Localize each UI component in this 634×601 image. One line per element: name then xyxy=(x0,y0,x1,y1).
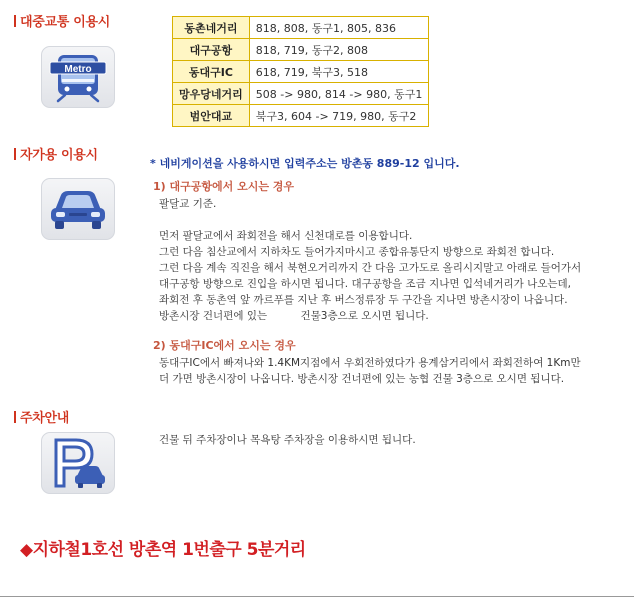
transit-title-label: 대중교통 이용시 xyxy=(20,15,111,30)
stop-name-cell: 범안대교 xyxy=(173,105,250,127)
parking-icon xyxy=(41,432,115,494)
direction-line: 더 가면 방촌시장이 나옵니다. 방촌시장 건너편에 있는 농협 건물 3층으로 오시면 됩니다. xyxy=(159,373,565,385)
parking-info: 건물 뒤 주차장이나 목욕탕 주차장을 이용하시면 됩니다. xyxy=(159,434,416,446)
title-marker xyxy=(14,148,16,160)
direction-line: 대구공항 방향으로 진입을 하시면 됩니다. 대구공항을 조금 지나면 입석네거리가 나오는데, xyxy=(159,278,572,290)
car-section-title xyxy=(14,144,98,163)
car-title-label: 자가용 이용시 xyxy=(20,148,98,163)
direction-line: 방촌시장 건너편에 있는 건물3층으로 오시면 됩니다. xyxy=(159,310,429,322)
direction-line: 팔달교 기준. xyxy=(159,198,217,210)
title-marker xyxy=(14,411,16,423)
direction-line: 그런 다음 계속 직진을 해서 북현오거리까지 간 다음 고가도로 올리시지말고 아래로 들어가서 xyxy=(159,262,582,274)
blank-line xyxy=(159,212,581,228)
table-row xyxy=(173,17,429,39)
bus-routes-cell: 북구3, 604 -> 719, 980, 동구2 xyxy=(249,105,429,127)
direction-line: 그런 다음 침산교에서 지하차도 들어가지마시고 종합유통단지 방향으로 좌회전 합니다. xyxy=(159,246,555,258)
parking-section-title xyxy=(14,407,69,426)
bus-route-table xyxy=(172,16,429,127)
case1-heading: 1) 대구공항에서 오시는 경우 xyxy=(153,180,295,193)
direction-line: 먼저 팔달교에서 좌회전을 해서 신천대로를 이용합니다. xyxy=(159,230,413,242)
table-row xyxy=(173,105,429,127)
case2-directions xyxy=(159,355,581,387)
parking-title-label: 주차안내 xyxy=(20,411,70,426)
transit-section-title xyxy=(14,11,110,30)
title-marker xyxy=(14,15,16,27)
bottom-divider xyxy=(0,596,634,597)
stop-name-cell: 망우당네거리 xyxy=(173,83,250,105)
metro-icon-label: Metro xyxy=(64,64,92,75)
direction-line: 좌회전 후 동촌역 앞 까르푸를 지난 후 버스정류장 두 구간을 지나면 방촌시장이 나옵니다. xyxy=(159,294,568,306)
stop-name-cell: 동대구IC xyxy=(173,61,250,83)
bus-routes-cell: 508 -> 980, 814 -> 980, 동구1 xyxy=(249,83,429,105)
stop-name-cell: 동촌네거리 xyxy=(173,17,250,39)
table-row xyxy=(173,39,429,61)
direction-line: 동대구IC에서 빠져나와 1.4KM지점에서 우회전하였다가 용계삼거리에서 좌회전하여 1Km만 xyxy=(159,357,581,369)
subway-exit-note: ◆지하철1호선 방촌역 1번출구 5분거리 xyxy=(20,540,306,560)
case2-heading: 2) 동대구IC에서 오시는 경우 xyxy=(153,339,296,352)
bus-routes-cell: 818, 808, 동구1, 805, 836 xyxy=(249,17,429,39)
table-row xyxy=(173,83,429,105)
car-icon xyxy=(41,178,115,240)
bus-routes-cell: 818, 719, 동구2, 808 xyxy=(249,39,429,61)
metro-icon xyxy=(41,46,115,108)
table-row xyxy=(173,61,429,83)
stop-name-cell: 대구공항 xyxy=(173,39,250,61)
case1-directions xyxy=(159,196,581,324)
navigation-address-note: * 네비게이션을 사용하시면 입력주소는 방촌동 889-12 입니다. xyxy=(150,157,460,170)
bus-routes-cell: 618, 719, 북구3, 518 xyxy=(249,61,429,83)
